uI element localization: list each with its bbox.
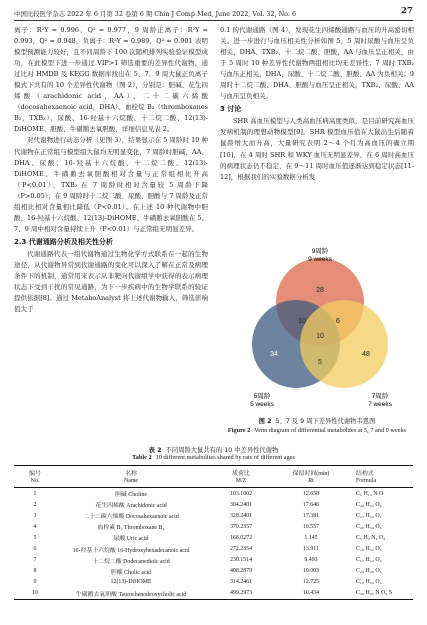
cell-no: 8: [33, 568, 37, 575]
cell-formula: C₅ H₁₃ N O: [356, 490, 384, 497]
cell-formula: C₂₆ H₄₅ N O₆ S: [346, 588, 413, 600]
count-5-and-7: 5: [318, 359, 322, 366]
cell-mz: 168.0272: [229, 534, 253, 541]
header-name-en: Name: [56, 477, 206, 488]
cell-no: 6: [33, 546, 37, 553]
cell-mz: 314.2461: [229, 579, 253, 586]
cell-name: 二十二碳六烯酸 Docosahexaenoic acid: [83, 514, 179, 521]
section-heading: 2.3 代谢通路分析及相关性分析: [14, 237, 113, 246]
header-name-cn: 名称: [56, 466, 206, 478]
cell-mz: 103.1002: [229, 490, 253, 497]
cell-mz: 272.2354: [229, 546, 253, 553]
page-number: 27: [401, 6, 413, 16]
journal-citation: 中国比较医学杂志 2022 年 6 月第 32 卷第 6 期 Chin J Comp Med, June 2022, Vol. 32, No. 6: [14, 10, 297, 18]
cell-no: 4: [33, 523, 37, 530]
cell-name: 12(13)-DiHOME: [110, 579, 152, 586]
left-column: [14, 25, 208, 438]
paragraph: 对代谢物进行动态分析（见图 3），结果显示在 5 周龄时 10 种代谢物在正常组与模型组大鼠均无明显变化，7 周龄时胆碱、AA、DHA、尿酸、16-羟基十六烷酸、十二烷二酸、12(13)-DiHOME、牛磺鹅去氧胆酸相对含量与正常组相比升高（P<0.01），TXB₂ 在 7 周龄时相对含量较 5 周龄下降（P>0.05）；在 9 周龄时十二烷二酸、尿酸、胆酸与 7 周龄及正常组相比相对含量相比降低（P<0.01）。在上述 10 种代谢物中胆酸、16-羟基十六烷酸、12(13)-DiHOME、牛磺鹅去氧胆酸在 5、7、9 周中相对含量持续上升（P<0.01）与正常组无明显差异。: [14, 136, 208, 233]
table-caption-cn: 不同周龄大鼠共有的 10 中差异性代谢物: [165, 447, 279, 454]
cell-rt: 10.003: [302, 568, 320, 575]
cell-mz: 408.2879: [229, 568, 253, 575]
table-caption-en: 10 different metabolites shared by rats of different ages: [155, 454, 295, 461]
cell-name: 尿酸 Uric acid: [113, 536, 149, 543]
table-number-en: Table 2: [132, 454, 152, 461]
cell-formula: C₁₆ H₃₂ O₃: [356, 546, 382, 553]
paragraph: 0.1 的代谢通路（图 4），发现花生四烯酸通路与血压的升高密切相关。进一步进行与血压相关性分析如图 5，5 周时尿酸与血压呈负相关，DHA、TXB₂、十二烷二酸、胆酸、AA 与血压呈正相关，由于 5 周时 10 种差异性代谢物两组相比均无差异性；7 周时 TXB₂ 与血压正相关，DHA、尿酸、十二烷二酸、胆酸、AA 为负相关；9 周时十二烷二酸、DHA、胆酸与血压呈正相关，TXB₂、尿酸、AA 与血压呈负相关。: [220, 26, 414, 101]
table-row: [14, 566, 413, 577]
cell-name: 16-羟基十六烷酸 16-Hydroxyhexadecanoic acid: [72, 547, 190, 554]
table-header-row-en: [14, 477, 413, 488]
cell-no: 10: [14, 588, 56, 600]
cell-no: 1: [33, 490, 37, 497]
count-all-three: 10: [316, 333, 324, 340]
cell-name: 胆酸 Cholic acid: [110, 569, 152, 576]
figure-caption-cn: [220, 417, 414, 426]
label-7-weeks-cn: 7周龄: [371, 393, 389, 400]
table-row: [14, 577, 413, 588]
section-heading: 3 讨论: [220, 105, 242, 114]
paragraph: 离子：R²Y = 0.996，Q² = 0.977，9 周龄正离子：R²Y = 0.993，Q² = 0.948，负离子：R²Y = 0.989，Q² = 0.901 表明模型预测能力较好，且不同周龄下 100 次随机排列实验验证模型成功，在此模型下进一步通过 VIP>1 筛选重要的差异性代谢物，通过比对 HMDB 及 KEGG 数据库找出在 5、7、9 周大鼠正负离子模式下共有的 10 个差异性代谢物（图 2），分别是：胆碱、花生四烯酸（arachidonic acid，AA）、二十二碳六烯酸（docosahexaenoic acid，DHA）、血栓烷 B₂（thromboxanes B₂，TXB₂）、尿酸、16-羟基十六烷酸、十二烷二酸、12(13)-DiHOME、胆酸、牛磺鹅去氧胆酸，详细信息见表 2。: [14, 26, 208, 134]
paragraph: SHR 高血压模型与人类高血压病高度类似，是目前研究高血压发病机制的理想动物模型[9]。SHR 模型血压值在大鼠出生后随着鼠龄增大而升高，大量研究表明 2～4 个月为高血压的确立期[10]，在 4 周时 SHR 和 WKY 血压无明显差异，在 6 周时高血压的病理状态仍不稳定，在 9～11 周时血压值逐渐达到稳定状态[11-12]，根据我们的实验数据分析发: [220, 117, 414, 181]
figure-number-en: Figure 2: [227, 427, 251, 434]
cell-rt: 17.646: [302, 501, 320, 508]
table-row: [14, 555, 413, 566]
cell-rt: 10.557: [302, 523, 320, 530]
table-row: [14, 499, 413, 510]
cell-formula: C₅ H₄ N₄ O₃: [356, 534, 386, 541]
cell-rt: 1.145: [304, 534, 318, 541]
cell-formula: C₁₈ H₃₄ O₄: [356, 579, 382, 586]
table-row: [14, 543, 413, 554]
figure-number-cn: 图 2: [258, 418, 272, 425]
count-only-5: 34: [270, 351, 278, 358]
table-row: [14, 532, 413, 543]
paragraph: 代谢通路代表一组代谢物通过生物化学方式联系在一起的生物途径，从代谢物异常到代谢通路的变化可以深入了解在正常及病理条件下的机制，通常用来表示从非靶向代谢组学中获得的表示病理状态下受到干扰的常见通路，为下一步疾病中的生物学联系的验证提供依据[8]。通过 MetaboAnalyst 将上述代谢物输入，筛选影响值大于: [14, 249, 208, 314]
cell-no: 9: [33, 579, 37, 586]
cell-rt: 17.381: [302, 512, 320, 519]
cell-formula: C₂₀ H₃₂ O₂: [356, 501, 382, 508]
cell-rt: 13.911: [303, 546, 319, 553]
label-9-weeks-cn: 9周龄: [311, 248, 329, 255]
cell-name: 十二烷二酸 Dodecanedioic acid: [92, 558, 170, 565]
figure-title-cn: 5、7 及 9 周下差异性代谢物韦恩图: [275, 418, 376, 425]
table-title-cn: [14, 445, 413, 454]
cell-mz: 499.2973: [206, 588, 276, 600]
header-formula-cn: 结构式: [346, 466, 413, 478]
table-row: [14, 521, 413, 532]
header-no-cn: 编号: [14, 466, 56, 478]
venn-circle-7-weeks: [300, 300, 388, 388]
figure-title-en: Venn diagram of differential metabolites at 5, 7 and 9 weeks: [254, 427, 407, 434]
cell-mz: 328.2401: [229, 512, 253, 519]
cell-no: 7: [33, 557, 37, 564]
table-header-row-cn: [14, 466, 413, 478]
metabolite-table: [14, 465, 413, 600]
table-title-en: [14, 454, 413, 461]
table-number-cn: 表 2: [148, 447, 162, 454]
cell-name: 血栓素 B₂ Thromboxane B₂: [97, 525, 165, 532]
table-row: [14, 588, 413, 600]
cell-no: 2: [33, 501, 37, 508]
count-9-and-7: 6: [336, 318, 340, 325]
header-rt-cn: 保留时间(min): [276, 466, 346, 478]
figure-caption-en: [220, 426, 414, 435]
cell-no: 5: [33, 534, 37, 541]
header-formula-en: Formula: [346, 477, 413, 488]
count-9-and-5: 10: [298, 318, 306, 325]
right-column: [220, 25, 414, 225]
cell-name: 胆碱 Choline: [115, 492, 147, 499]
cell-rt: 12.725: [302, 579, 320, 586]
header-mz-cn: 质荷比: [206, 466, 276, 478]
header-rt-en: Rt: [276, 477, 346, 488]
cell-rt: 12.658: [302, 490, 320, 497]
cell-mz: 230.1514: [229, 557, 253, 564]
cell-no: 3: [33, 512, 37, 519]
cell-formula: C₂₂ H₃₂ O₂: [356, 512, 382, 519]
header-mz-en: M/Z: [206, 477, 276, 488]
venn-diagram: [240, 244, 400, 414]
cell-name: 牛磺鹅去氧胆酸 Taurochenodeoxycholic acid: [56, 588, 206, 600]
cell-name: 花生四烯酸 Arachidonic acid: [95, 503, 167, 510]
cell-rt: 9.493: [304, 557, 318, 564]
cell-mz: 304.2401: [229, 501, 253, 508]
count-only-9: 28: [316, 287, 324, 294]
table-row: [14, 510, 413, 521]
cell-rt: 10.434: [276, 588, 346, 600]
label-9-weeks-en: 9 weeks: [308, 256, 332, 263]
header-no-en: No.: [14, 477, 56, 488]
label-5-weeks-cn: 5周龄: [253, 393, 271, 400]
count-only-7: 48: [362, 351, 370, 358]
running-header: [14, 6, 413, 21]
cell-formula: C₁₂ H₂₂ O₄: [356, 557, 382, 564]
cell-formula: C₂₄ H₄₀ O₅: [356, 568, 382, 575]
table-row: [14, 488, 413, 500]
cell-formula: C₂₀ H₃₄ O₆: [356, 523, 382, 530]
label-7-weeks-en: 7 weeks: [368, 401, 392, 408]
cell-mz: 370.2357: [229, 523, 253, 530]
label-5-weeks-en: 5 weeks: [250, 401, 274, 408]
